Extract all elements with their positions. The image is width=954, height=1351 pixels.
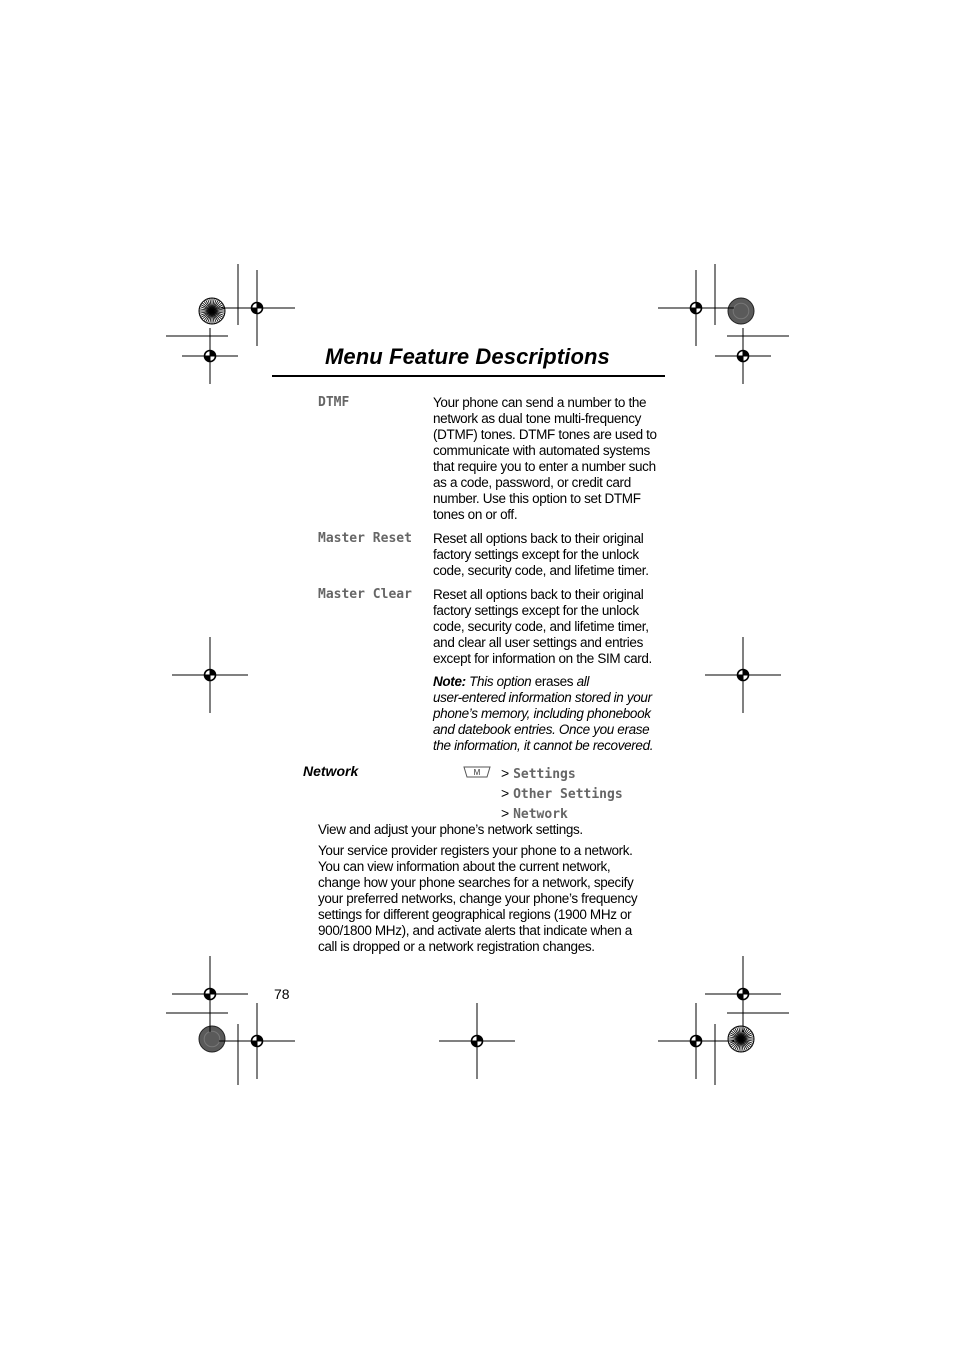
registration-quadrant (210, 351, 216, 357)
section-heading-network: Network (303, 763, 359, 779)
registration-quadrant (696, 303, 702, 309)
registration-quadrant (252, 308, 258, 314)
desc-line: that require you to enter a number such (433, 459, 656, 474)
desc-line: code, security code, and lifetime timer, (433, 619, 649, 634)
paragraph-line: change how your phone searches for a network, specify (318, 875, 634, 890)
menu-path-step (501, 784, 623, 804)
term-master-clear: Master Clear (318, 587, 412, 602)
desc-line: as a code, password, or credit card (433, 475, 631, 490)
desc-dtmf (433, 395, 673, 523)
path-item-other-settings: Other Settings (513, 787, 623, 802)
desc-line: Reset all options back to their original (433, 587, 644, 602)
desc-line: network as dual tone multi-frequency (433, 411, 642, 426)
desc-line: factory settings except for the unlock (433, 547, 639, 562)
path-item-settings: Settings (513, 767, 576, 782)
halftone-circle-icon (199, 1026, 225, 1052)
paragraph-line: Your service provider registers your phone to a network. (318, 843, 633, 858)
note-label: Note: (433, 674, 466, 689)
note-first-line (433, 674, 673, 690)
page-number: 78 (274, 986, 290, 1002)
registration-quadrant (743, 670, 749, 676)
registration-quadrant (205, 675, 211, 681)
registration-quadrant (743, 351, 749, 357)
desc-line: Reset all options back to their original (433, 531, 644, 546)
desc-master-clear (433, 587, 673, 667)
registration-quadrant (472, 1041, 478, 1047)
halftone-circle-icon (728, 298, 754, 324)
path-separator: > (501, 785, 510, 801)
note-block (433, 674, 673, 754)
network-intro: View and adjust your phone’s network settings. (318, 822, 583, 837)
note-line: user-entered information stored in your (433, 690, 652, 705)
desc-line: (DTMF) tones. DTMF tones are used to (433, 427, 657, 442)
note-text-upright: erases (534, 674, 574, 689)
title-rule (272, 375, 665, 377)
page-title: Menu Feature Descriptions (325, 344, 610, 369)
registration-quadrant (696, 1036, 702, 1042)
registration-quadrant (205, 356, 211, 362)
paragraph-line: settings for different geographical regions (1900 MHz or (318, 907, 632, 922)
desc-master-reset (433, 531, 673, 579)
note-text: This option (465, 674, 535, 689)
desc-line: communicate with automated systems (433, 443, 650, 458)
registration-quadrant (691, 308, 697, 314)
desc-line: Your phone can send a number to the (433, 395, 647, 410)
note-line: the information, it cannot be recovered. (433, 738, 654, 753)
registration-quadrant (743, 989, 749, 995)
registration-quadrant (738, 675, 744, 681)
registration-quadrant (257, 1036, 263, 1042)
registration-quadrant (210, 989, 216, 995)
registration-quadrant (477, 1036, 483, 1042)
registration-quadrant (691, 1041, 697, 1047)
paragraph-line: your preferred networks, change your phone’s frequency (318, 891, 638, 906)
note-line: and datebook entries. Once you erase (433, 722, 650, 737)
paragraph-line: call is dropped or a network registration changes. (318, 939, 595, 954)
menu-path-step (501, 764, 623, 784)
path-separator: > (501, 805, 510, 821)
registration-quadrant (738, 994, 744, 1000)
desc-line: code, security code, and lifetime timer. (433, 563, 649, 578)
paragraph-line: 900/1800 MHz), and activate alerts that indicate when a (318, 923, 632, 938)
network-paragraph (318, 843, 678, 955)
registration-quadrant (738, 356, 744, 362)
registration-quadrant (210, 670, 216, 676)
desc-line: tones on or off. (433, 507, 518, 522)
menu-path (501, 764, 623, 824)
desc-line: number. Use this option to set DTMF (433, 491, 641, 506)
path-item-network: Network (513, 807, 568, 822)
menu-key-label: M (473, 768, 481, 777)
desc-line: and clear all user settings and entries (433, 635, 643, 650)
registration-quadrant (252, 1041, 258, 1047)
path-separator: > (501, 765, 510, 781)
menu-key-icon (463, 766, 491, 778)
desc-line: factory settings except for the unlock (433, 603, 639, 618)
registration-quadrant (257, 303, 263, 309)
term-master-reset: Master Reset (318, 531, 412, 546)
term-dtmf: DTMF (318, 395, 350, 410)
note-text: all (573, 674, 590, 689)
desc-line: except for information on the SIM card. (433, 651, 652, 666)
note-line: phone’s memory, including phonebook (433, 706, 651, 721)
registration-quadrant (205, 994, 211, 1000)
menu-path-step (501, 804, 623, 824)
paragraph-line: You can view information about the current network, (318, 859, 611, 874)
